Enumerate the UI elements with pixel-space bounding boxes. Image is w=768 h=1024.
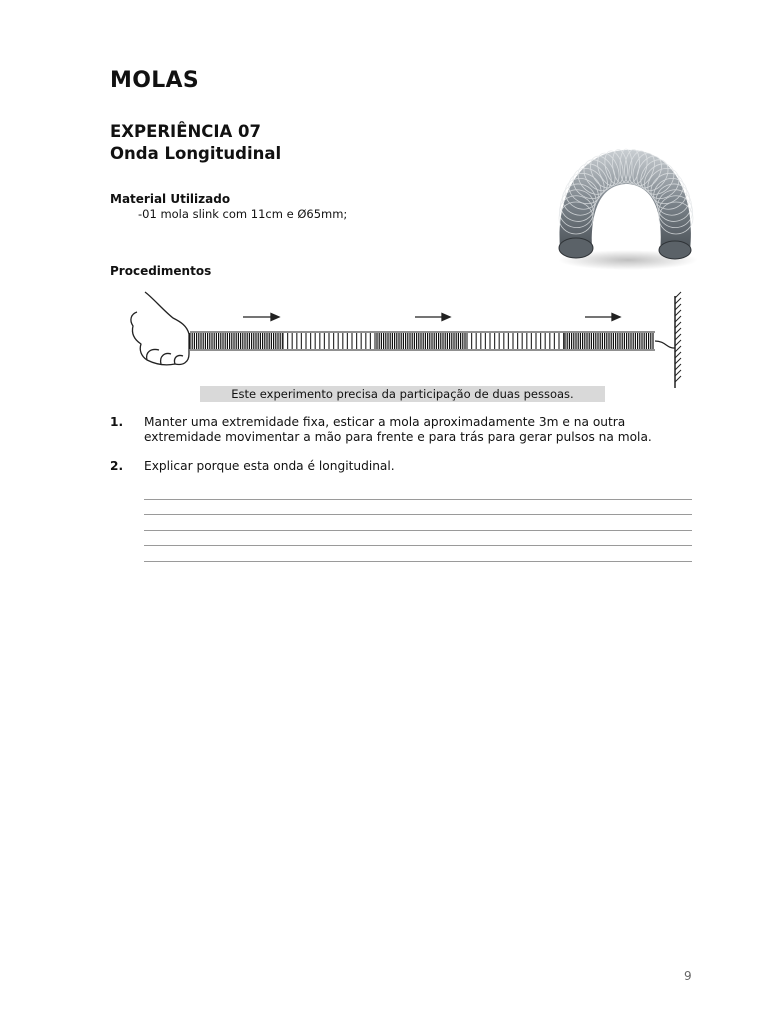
procedure-steps: [110, 415, 700, 488]
fixed-wall: [675, 292, 681, 388]
section-title: MOLAS: [110, 68, 199, 93]
step-text: Explicar porque esta onda é longitudinal.: [144, 459, 395, 473]
hand-icon: [131, 292, 189, 365]
answer-line[interactable]: [144, 484, 692, 500]
answer-lines[interactable]: [144, 484, 692, 562]
slinky-image: [548, 138, 703, 273]
procedures-label: Procedimentos: [110, 264, 212, 278]
longitudinal-wave-diagram: [115, 290, 685, 390]
participation-note: Este experimento precisa da participação de duas pessoas.: [200, 386, 605, 402]
answer-line[interactable]: [144, 500, 692, 516]
material-item: -01 mola slink com 11cm e Ø65mm;: [138, 207, 348, 221]
experiment-number: EXPERIÊNCIA 07: [110, 122, 262, 141]
procedure-step: [110, 459, 700, 474]
wave-direction-arrows: [243, 314, 620, 321]
step-number: 2.: [110, 459, 124, 473]
answer-line[interactable]: [144, 531, 692, 547]
step-number: 1.: [110, 415, 124, 429]
experiment-heading: [110, 121, 281, 165]
material-label: Material Utilizado: [110, 192, 231, 206]
answer-line[interactable]: [144, 546, 692, 562]
procedure-step: [110, 415, 700, 445]
page-number: 9: [684, 969, 692, 983]
experiment-title: Onda Longitudinal: [110, 144, 282, 163]
step-text: Manter uma extremidade fixa, esticar a mola aproximadamente 3m e na outra extremidade movimentar a mão para frente e para trás para gerar pulsos na mola.: [144, 415, 652, 444]
answer-line[interactable]: [144, 515, 692, 531]
